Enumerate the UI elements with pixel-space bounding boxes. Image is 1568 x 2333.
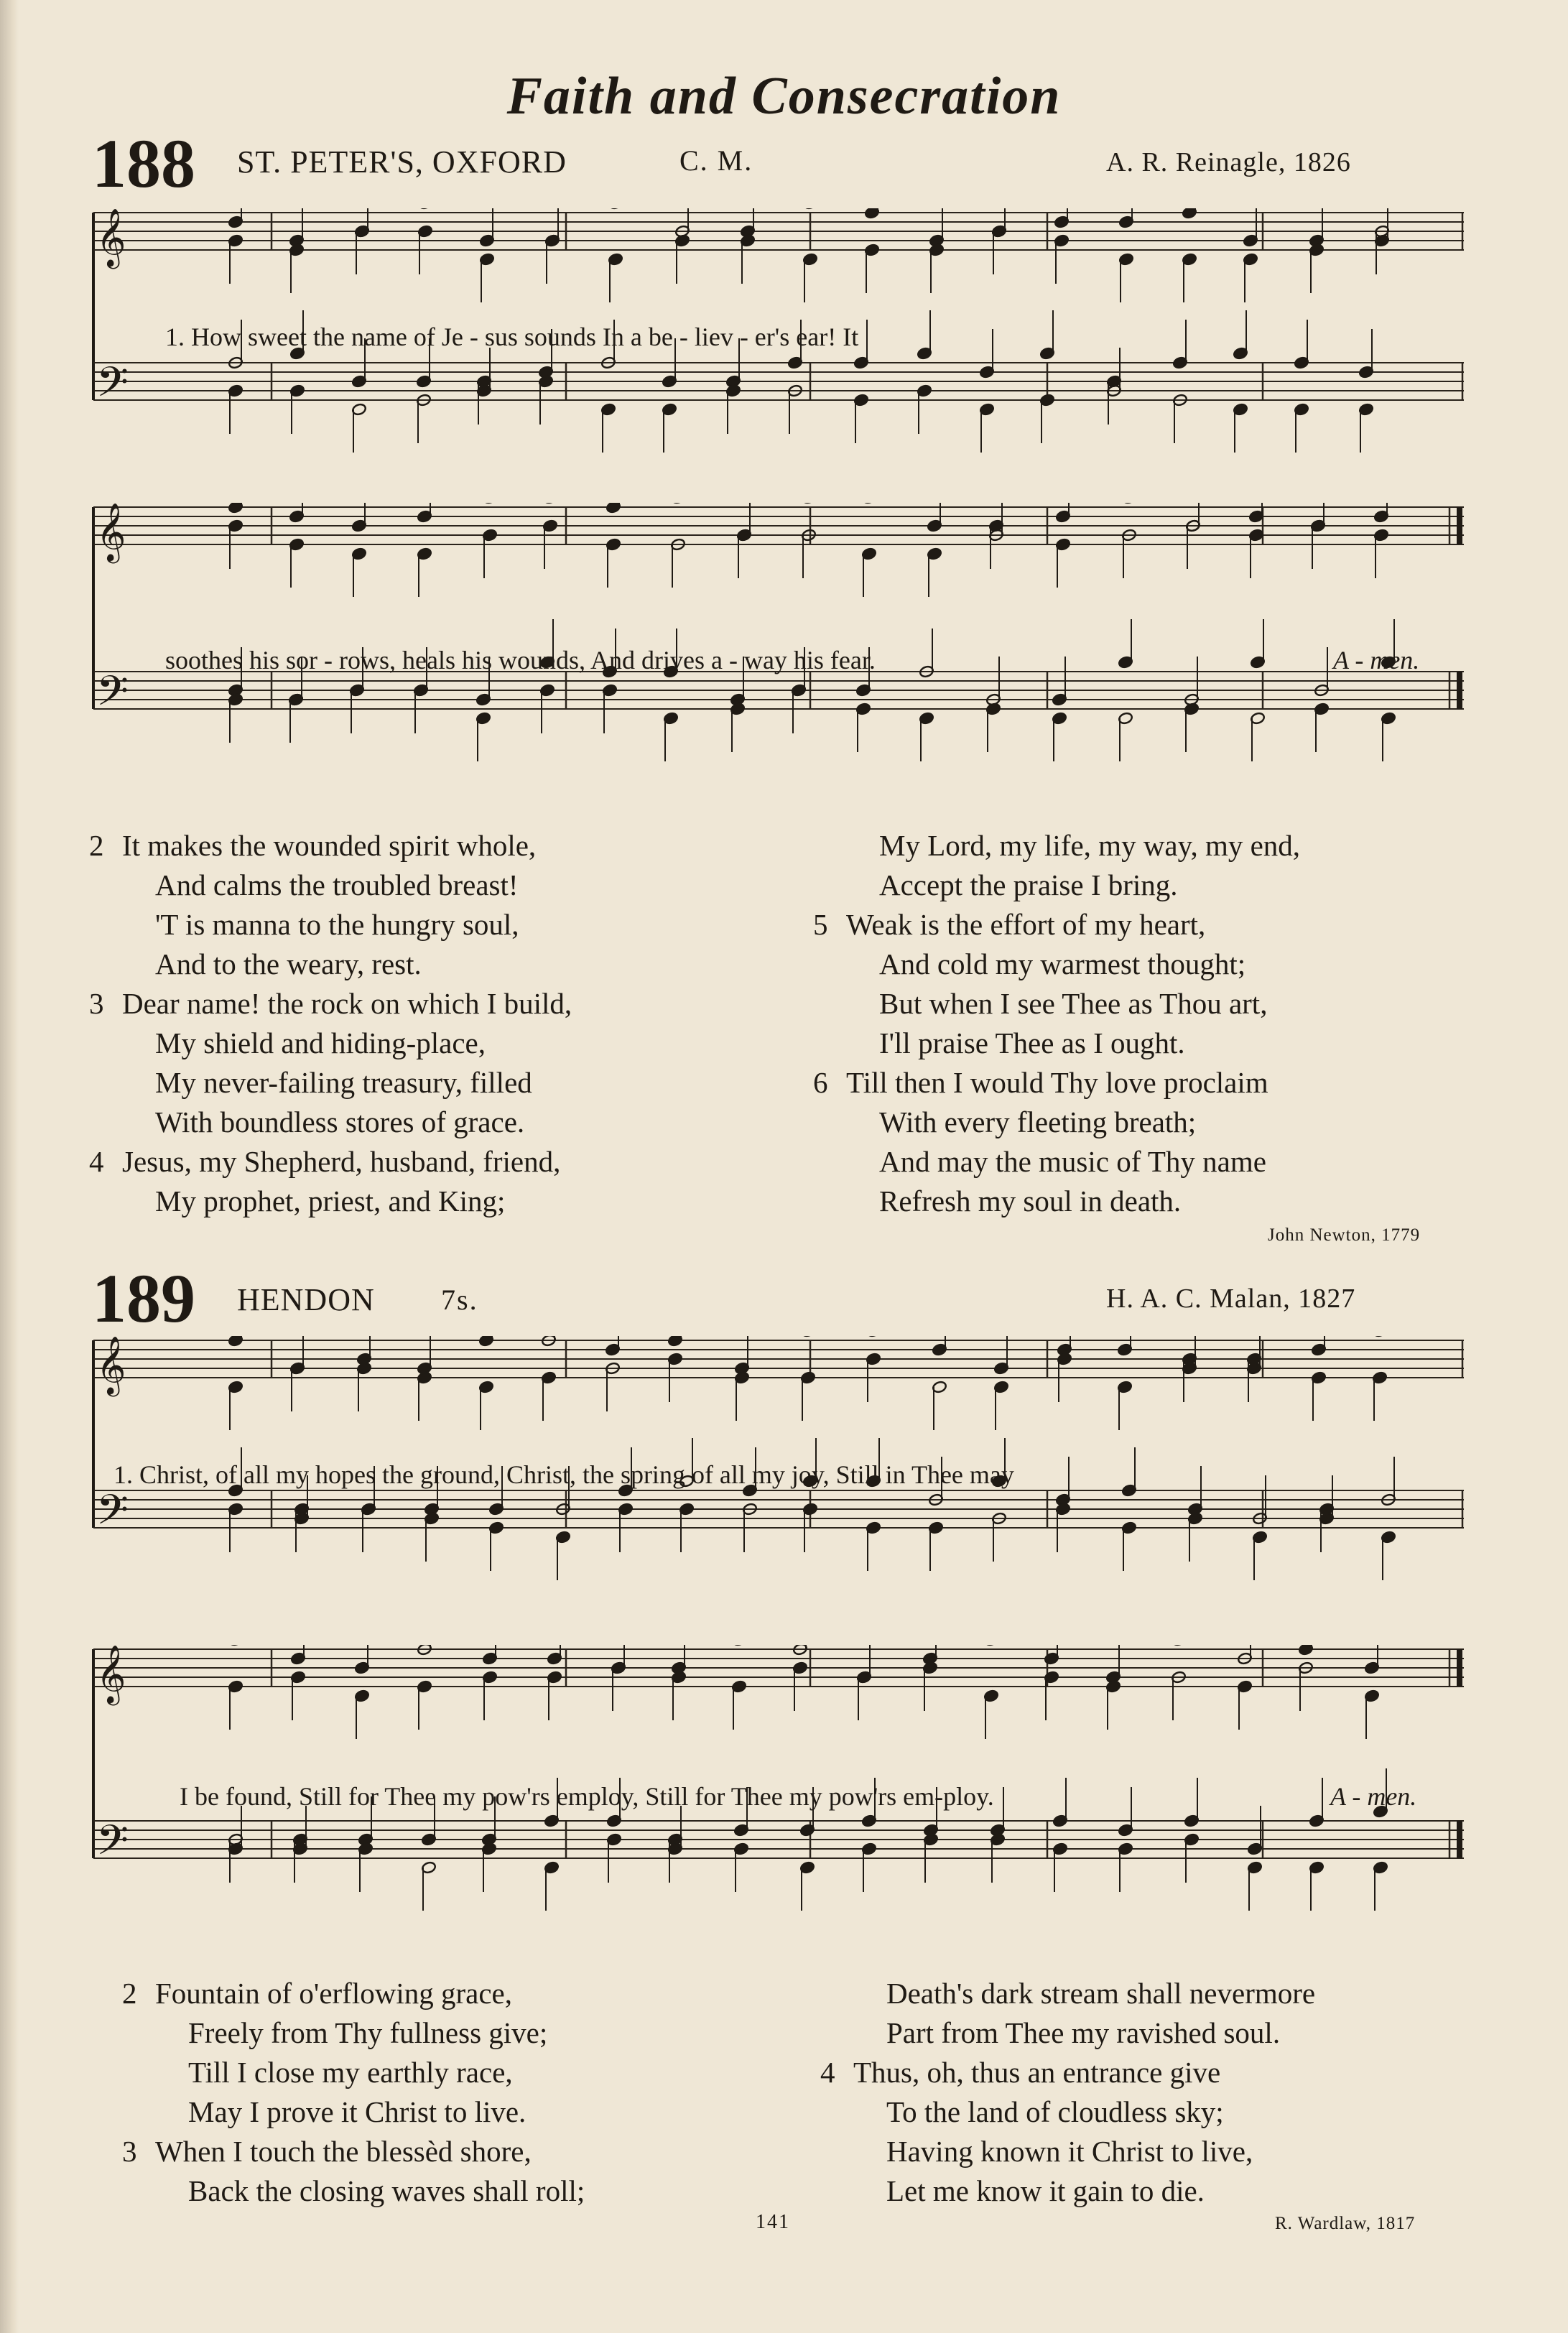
svg-text:𝄞: 𝄞 xyxy=(96,208,126,266)
verse-line xyxy=(89,945,779,984)
verse-text: With every fleeting breath; xyxy=(879,1105,1197,1138)
verse-line xyxy=(89,826,779,866)
verse-line xyxy=(820,1974,1510,2013)
page-binding-edge xyxy=(0,0,19,2333)
verse-text: Thus, oh, thus an entrance give xyxy=(853,2056,1221,2089)
verse-text: Freely from Thy fullness give; xyxy=(188,2016,548,2049)
verse-line xyxy=(820,2132,1510,2171)
verse-number: 6 xyxy=(813,1066,828,1099)
verse-text: Dear name! the rock on which I build, xyxy=(122,987,572,1020)
lyric-line: I be found, Still for Thee my pow'rs employ, Still for Thee my pow'rs em-ploy. xyxy=(180,1782,994,1811)
verse-line xyxy=(89,1063,779,1103)
hymn-number: 188 xyxy=(92,125,195,202)
verse-text: My never-failing treasury, filled xyxy=(155,1066,532,1099)
meter: C. M. xyxy=(679,144,753,177)
verses-right-189 xyxy=(820,1974,1510,2211)
verse-number: 5 xyxy=(813,908,828,941)
svg-text:𝄢: 𝄢 xyxy=(96,1816,129,1875)
svg-text:𝄢: 𝄢 xyxy=(96,667,129,725)
verse-text: But when I see Thee as Thou art, xyxy=(879,987,1268,1020)
svg-text:𝄢: 𝄢 xyxy=(96,358,129,417)
author-credit: John Newton, 1779 xyxy=(1268,1225,1421,1245)
verse-line xyxy=(89,866,779,905)
verse-text: Accept the praise I bring. xyxy=(879,868,1178,901)
verse-text: Fountain of o'erflowing grace, xyxy=(155,1977,512,2010)
verse-text: Back the closing waves shall roll; xyxy=(188,2174,585,2207)
verse-text: My Lord, my life, my way, my end, xyxy=(879,829,1301,862)
page-number: 141 xyxy=(756,2211,790,2233)
verse-text: And may the music of Thy name xyxy=(879,1145,1266,1178)
verse-number: 2 xyxy=(89,829,104,862)
verse-line xyxy=(813,984,1503,1024)
author-credit: R. Wardlaw, 1817 xyxy=(1275,2214,1416,2233)
lyric-line: 1. How sweet the name of Je - sus sounds In a be - liev - er's ear! It xyxy=(165,323,859,351)
verse-text: Till then I would Thy love proclaim xyxy=(846,1066,1268,1099)
verse-text: 'T is manna to the hungry soul, xyxy=(155,908,519,941)
verse-line xyxy=(813,905,1503,945)
tune-name: ST. PETER'S, OXFORD xyxy=(237,144,567,180)
verse-line xyxy=(820,2092,1510,2132)
verse-number: 2 xyxy=(122,1977,137,2010)
verse-text: Let me know it gain to die. xyxy=(886,2174,1205,2207)
verse-text: Till I close my earthly race, xyxy=(188,2056,513,2089)
verse-line xyxy=(89,1142,779,1182)
verse-text: It makes the wounded spirit whole, xyxy=(122,829,537,862)
verses-left-189 xyxy=(122,1974,812,2211)
svg-text:𝄞: 𝄞 xyxy=(96,1645,126,1703)
verse-line xyxy=(813,945,1503,984)
verse-line xyxy=(89,905,779,945)
verse-text: When I touch the blessèd shore, xyxy=(155,2135,532,2168)
verse-line xyxy=(122,2053,812,2092)
lyric-line: soothes his sor - rows, heals his wounds, And drives a - way his fear. xyxy=(165,646,876,674)
verse-line xyxy=(820,2171,1510,2211)
verse-text: To the land of cloudless sky; xyxy=(886,2095,1224,2128)
verse-line xyxy=(813,1063,1503,1103)
verse-text: With boundless stores of grace. xyxy=(155,1105,525,1138)
verse-number: 4 xyxy=(820,2056,835,2089)
verse-line xyxy=(122,2013,812,2053)
section-title: Faith and Consecration xyxy=(506,67,1062,126)
verse-text: May I prove it Christ to live. xyxy=(188,2095,526,2128)
verse-line xyxy=(813,826,1503,866)
verse-line xyxy=(89,984,779,1024)
verse-text: Jesus, my Shepherd, husband, friend, xyxy=(122,1145,561,1178)
composer: A. R. Reinagle, 1826 xyxy=(1106,147,1351,177)
verse-line xyxy=(89,1103,779,1142)
verse-text: Refresh my soul in death. xyxy=(879,1184,1182,1217)
verse-text: My prophet, priest, and King; xyxy=(155,1184,506,1217)
verse-line xyxy=(89,1024,779,1063)
verse-text: Weak is the effort of my heart, xyxy=(846,908,1206,941)
verse-line xyxy=(122,2092,812,2132)
hymn-number: 189 xyxy=(92,1260,195,1337)
verse-text: I'll praise Thee as I ought. xyxy=(879,1026,1185,1059)
svg-text:𝄢: 𝄢 xyxy=(96,1485,129,1544)
composer: H. A. C. Malan, 1827 xyxy=(1106,1284,1356,1314)
verse-line xyxy=(820,2053,1510,2092)
verse-number: 4 xyxy=(89,1145,104,1178)
svg-text:𝄞: 𝄞 xyxy=(96,1336,126,1394)
verse-line xyxy=(813,1142,1503,1182)
verse-text: And calms the troubled breast! xyxy=(155,868,519,901)
verses-right-188 xyxy=(813,826,1503,1221)
meter: 7s. xyxy=(441,1284,478,1316)
verse-line xyxy=(820,2013,1510,2053)
verse-line xyxy=(122,1974,812,2013)
verse-line xyxy=(89,1182,779,1221)
verse-number: 3 xyxy=(122,2135,137,2168)
verse-line xyxy=(122,2171,812,2211)
verse-number: 3 xyxy=(89,987,104,1020)
tune-name: HENDON xyxy=(237,1282,375,1317)
verse-line xyxy=(122,2132,812,2171)
verse-text: And cold my warmest thought; xyxy=(879,947,1246,980)
lyric-line: 1. Christ, of all my hopes the ground, Christ, the spring of all my joy, Still in Thee may xyxy=(113,1460,1014,1489)
amen-label: A - men. xyxy=(1330,1782,1417,1811)
verse-text: Death's dark stream shall nevermore xyxy=(886,1977,1316,2010)
amen-label: A - men. xyxy=(1333,646,1420,674)
verse-text: Having known it Christ to live, xyxy=(886,2135,1253,2168)
verses-left-188 xyxy=(89,826,779,1221)
verse-text: Part from Thee my ravished soul. xyxy=(886,2016,1281,2049)
verse-line xyxy=(813,1024,1503,1063)
verse-line xyxy=(813,1103,1503,1142)
verse-text: And to the weary, rest. xyxy=(155,947,422,980)
svg-text:𝄞: 𝄞 xyxy=(96,503,126,561)
verse-line xyxy=(813,1182,1503,1221)
verse-text: My shield and hiding-place, xyxy=(155,1026,486,1059)
verse-line xyxy=(813,866,1503,905)
